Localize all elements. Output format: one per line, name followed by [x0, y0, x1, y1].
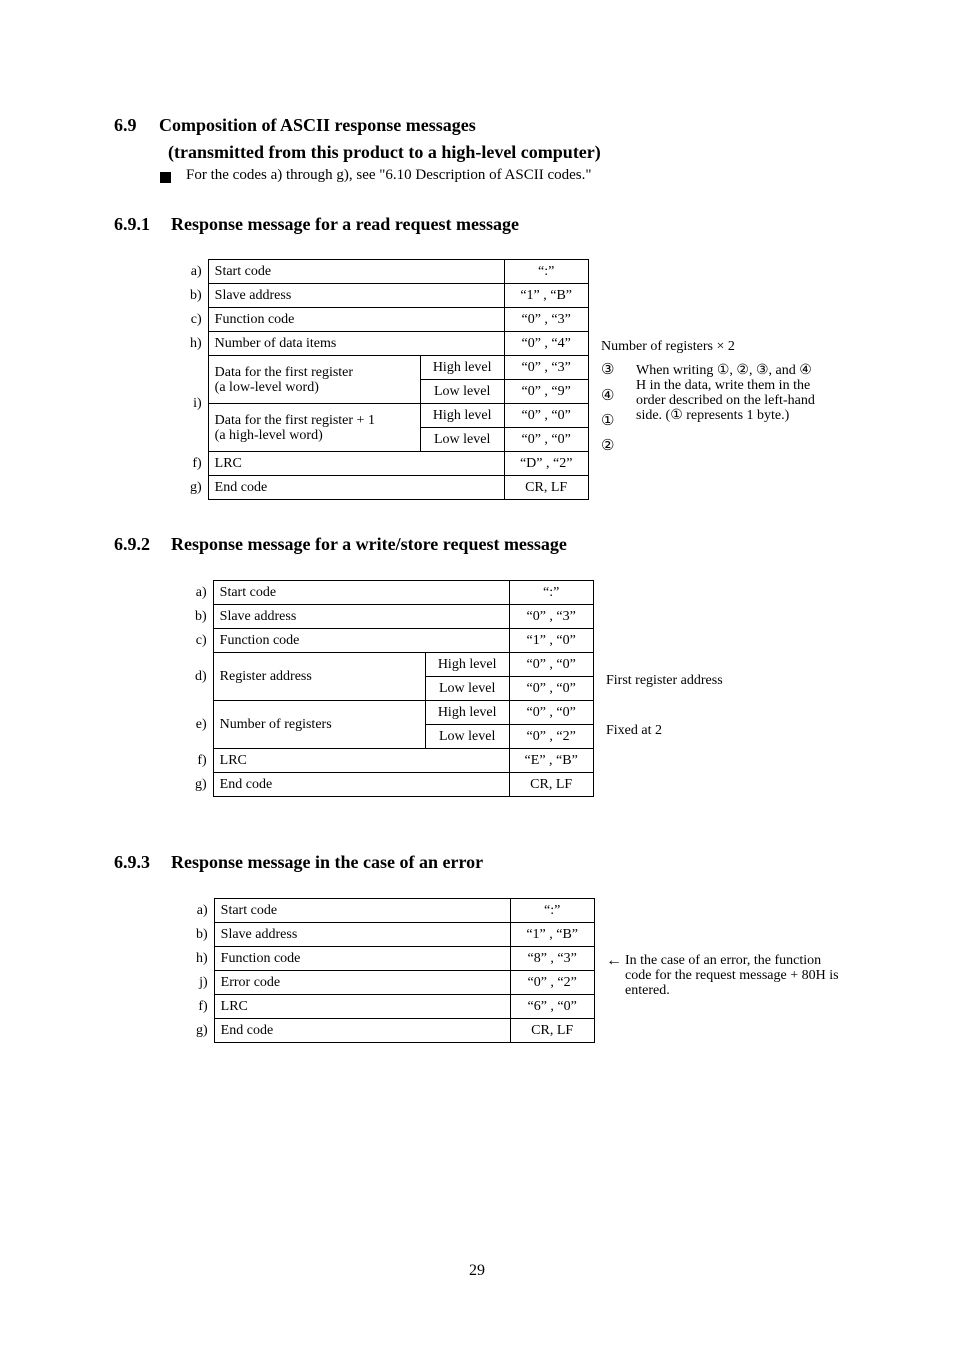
row-value: “6” , “0” — [510, 995, 594, 1019]
circled-number-2: ② — [601, 438, 615, 454]
subsection-number-6-9-2: 6.9.2 — [114, 534, 150, 554]
side-note-error-line3: entered. — [625, 983, 670, 998]
section-number: 6.9 — [114, 115, 137, 135]
row-label: a) — [195, 584, 207, 600]
side-note-first-register-address: First register address — [606, 673, 723, 688]
second-register-line2: (a high-level word) — [214, 427, 323, 443]
side-note-order-line1: When writing ①, ②, ③, and ④ — [636, 363, 812, 378]
row-desc: Start code — [213, 581, 509, 605]
table-row — [190, 332, 588, 356]
side-note-order — [636, 363, 815, 423]
row-value: “1” , “0” — [509, 629, 593, 653]
table-row — [195, 581, 593, 605]
row-value: “0” , “0” — [509, 677, 593, 701]
second-register-line1: Data for the first register + 1 — [214, 412, 375, 428]
row-value: “0” , “3” — [509, 605, 593, 629]
row-value: “E” , “B” — [509, 749, 593, 773]
table-row — [190, 356, 588, 380]
row-label: g) — [196, 1022, 208, 1038]
row-desc: End code — [214, 1019, 510, 1043]
row-value: “8” , “3” — [510, 947, 594, 971]
row-label: a) — [190, 263, 202, 279]
row-desc: Function code — [208, 308, 504, 332]
row-label: e) — [195, 716, 207, 732]
table-row — [196, 971, 594, 995]
side-note-error — [625, 953, 839, 998]
side-note-error-line2: code for the request message + 80H is — [625, 968, 839, 983]
row-desc: LRC — [214, 995, 510, 1019]
row-label: b) — [196, 926, 208, 942]
row-label: g) — [195, 776, 207, 792]
section-title-line1: Composition of ASCII response messages — [159, 115, 476, 135]
row-desc: Start code — [214, 899, 510, 923]
row-value: CR, LF — [504, 476, 588, 500]
row-value: “:” — [509, 581, 593, 605]
high-level-label: High level — [425, 653, 509, 677]
row-desc: Function code — [214, 947, 510, 971]
row-desc: Slave address — [214, 923, 510, 947]
table-row — [195, 701, 593, 725]
row-desc: End code — [208, 476, 504, 500]
row-value: “0” , “4” — [504, 332, 588, 356]
subsection-number-6-9-3: 6.9.3 — [114, 852, 150, 872]
row-desc: Start code — [208, 260, 504, 284]
row-label: h) — [196, 950, 208, 966]
row-value: CR, LF — [509, 773, 593, 797]
error-response-table — [196, 898, 595, 1043]
row-label: d) — [195, 668, 207, 684]
row-label: g) — [190, 479, 202, 495]
row-value: “0” , “9” — [504, 380, 588, 404]
side-note-order-line4: side. (① represents 1 byte.) — [636, 408, 790, 423]
first-register-line1: Data for the first register — [214, 364, 354, 380]
circled-number-4: ④ — [601, 388, 615, 404]
table-row — [196, 923, 594, 947]
subsection-title-6-9-2: Response message for a write/store request message — [171, 534, 567, 554]
row-value: “1” , “B” — [510, 923, 594, 947]
second-register-desc — [208, 404, 420, 452]
table-row — [196, 947, 594, 971]
write-response-table — [195, 580, 594, 797]
low-level-label: Low level — [420, 428, 504, 452]
section-heading — [114, 115, 137, 136]
read-response-table — [190, 259, 589, 500]
first-register-desc — [208, 356, 420, 404]
high-level-label: High level — [425, 701, 509, 725]
register-address-desc: Register address — [213, 653, 425, 701]
low-level-label: Low level — [425, 725, 509, 749]
high-level-label: High level — [420, 404, 504, 428]
table-row — [196, 1019, 594, 1043]
row-label: c) — [195, 632, 207, 648]
row-value: “0” , “3” — [504, 356, 588, 380]
row-desc: Error code — [214, 971, 510, 995]
row-value: “:” — [504, 260, 588, 284]
row-desc: Number of data items — [208, 332, 504, 356]
side-note-order-line2: H in the data, write them in the — [636, 378, 811, 393]
row-value: CR, LF — [510, 1019, 594, 1043]
row-value: “1” , “B” — [504, 284, 588, 308]
table-row — [196, 899, 594, 923]
circled-number-3: ③ — [601, 362, 615, 378]
table-row — [190, 284, 588, 308]
first-register-line2: (a low-level word) — [214, 379, 319, 395]
low-level-label: Low level — [425, 677, 509, 701]
table-row — [195, 749, 593, 773]
row-desc: LRC — [213, 749, 509, 773]
row-label: i) — [193, 395, 202, 411]
row-value: “D” , “2” — [504, 452, 588, 476]
number-of-registers-desc: Number of registers — [213, 701, 425, 749]
row-desc: End code — [213, 773, 509, 797]
row-label: c) — [190, 311, 202, 327]
subsection-title-6-9-3: Response message in the case of an error — [171, 852, 484, 872]
section-title-line2: (transmitted from this product to a high-level computer) — [168, 142, 601, 162]
side-note-fixed: Fixed at 2 — [606, 723, 662, 738]
row-desc: Slave address — [208, 284, 504, 308]
row-label: b) — [195, 608, 207, 624]
side-note-register-count: Number of registers × 2 — [601, 339, 735, 354]
subsection-title-6-9-1: Response message for a read request message — [171, 214, 519, 234]
table-row — [190, 260, 588, 284]
table-row — [195, 629, 593, 653]
table-row — [190, 308, 588, 332]
row-label: f) — [192, 455, 202, 471]
subsection-number-6-9-1: 6.9.1 — [114, 214, 150, 234]
table-row — [190, 452, 588, 476]
table-row — [195, 653, 593, 677]
row-value: “0” , “0” — [504, 404, 588, 428]
row-desc: LRC — [208, 452, 504, 476]
row-value: “0” , “2” — [509, 725, 593, 749]
circled-number-1: ① — [601, 413, 615, 429]
row-value: “0” , “0” — [504, 428, 588, 452]
row-desc: Slave address — [213, 605, 509, 629]
side-note-order-line3: order described on the left-hand — [636, 393, 815, 408]
square-bullet-icon — [160, 172, 171, 183]
row-value: “0” , “0” — [509, 701, 593, 725]
row-label: a) — [196, 902, 208, 918]
row-value: “0” , “3” — [504, 308, 588, 332]
side-note-error-line1: In the case of an error, the function — [625, 953, 822, 968]
row-value: “0” , “2” — [510, 971, 594, 995]
low-level-label: Low level — [420, 380, 504, 404]
page-number: 29 — [469, 1262, 485, 1279]
row-label: b) — [190, 287, 202, 303]
table-row — [195, 773, 593, 797]
row-label: f) — [198, 998, 208, 1014]
table-row — [190, 476, 588, 500]
high-level-label: High level — [420, 356, 504, 380]
row-label: f) — [197, 752, 207, 768]
row-label: h) — [190, 335, 202, 351]
table-row — [196, 995, 594, 1019]
row-desc: Function code — [213, 629, 509, 653]
row-value: “0” , “0” — [509, 653, 593, 677]
left-arrow-icon: ← — [606, 952, 622, 969]
section-note: For the codes a) through g), see "6.10 Description of ASCII codes." — [186, 167, 592, 183]
table-row — [195, 605, 593, 629]
row-value: “:” — [510, 899, 594, 923]
table-row — [190, 404, 588, 428]
row-label: j) — [199, 974, 208, 990]
